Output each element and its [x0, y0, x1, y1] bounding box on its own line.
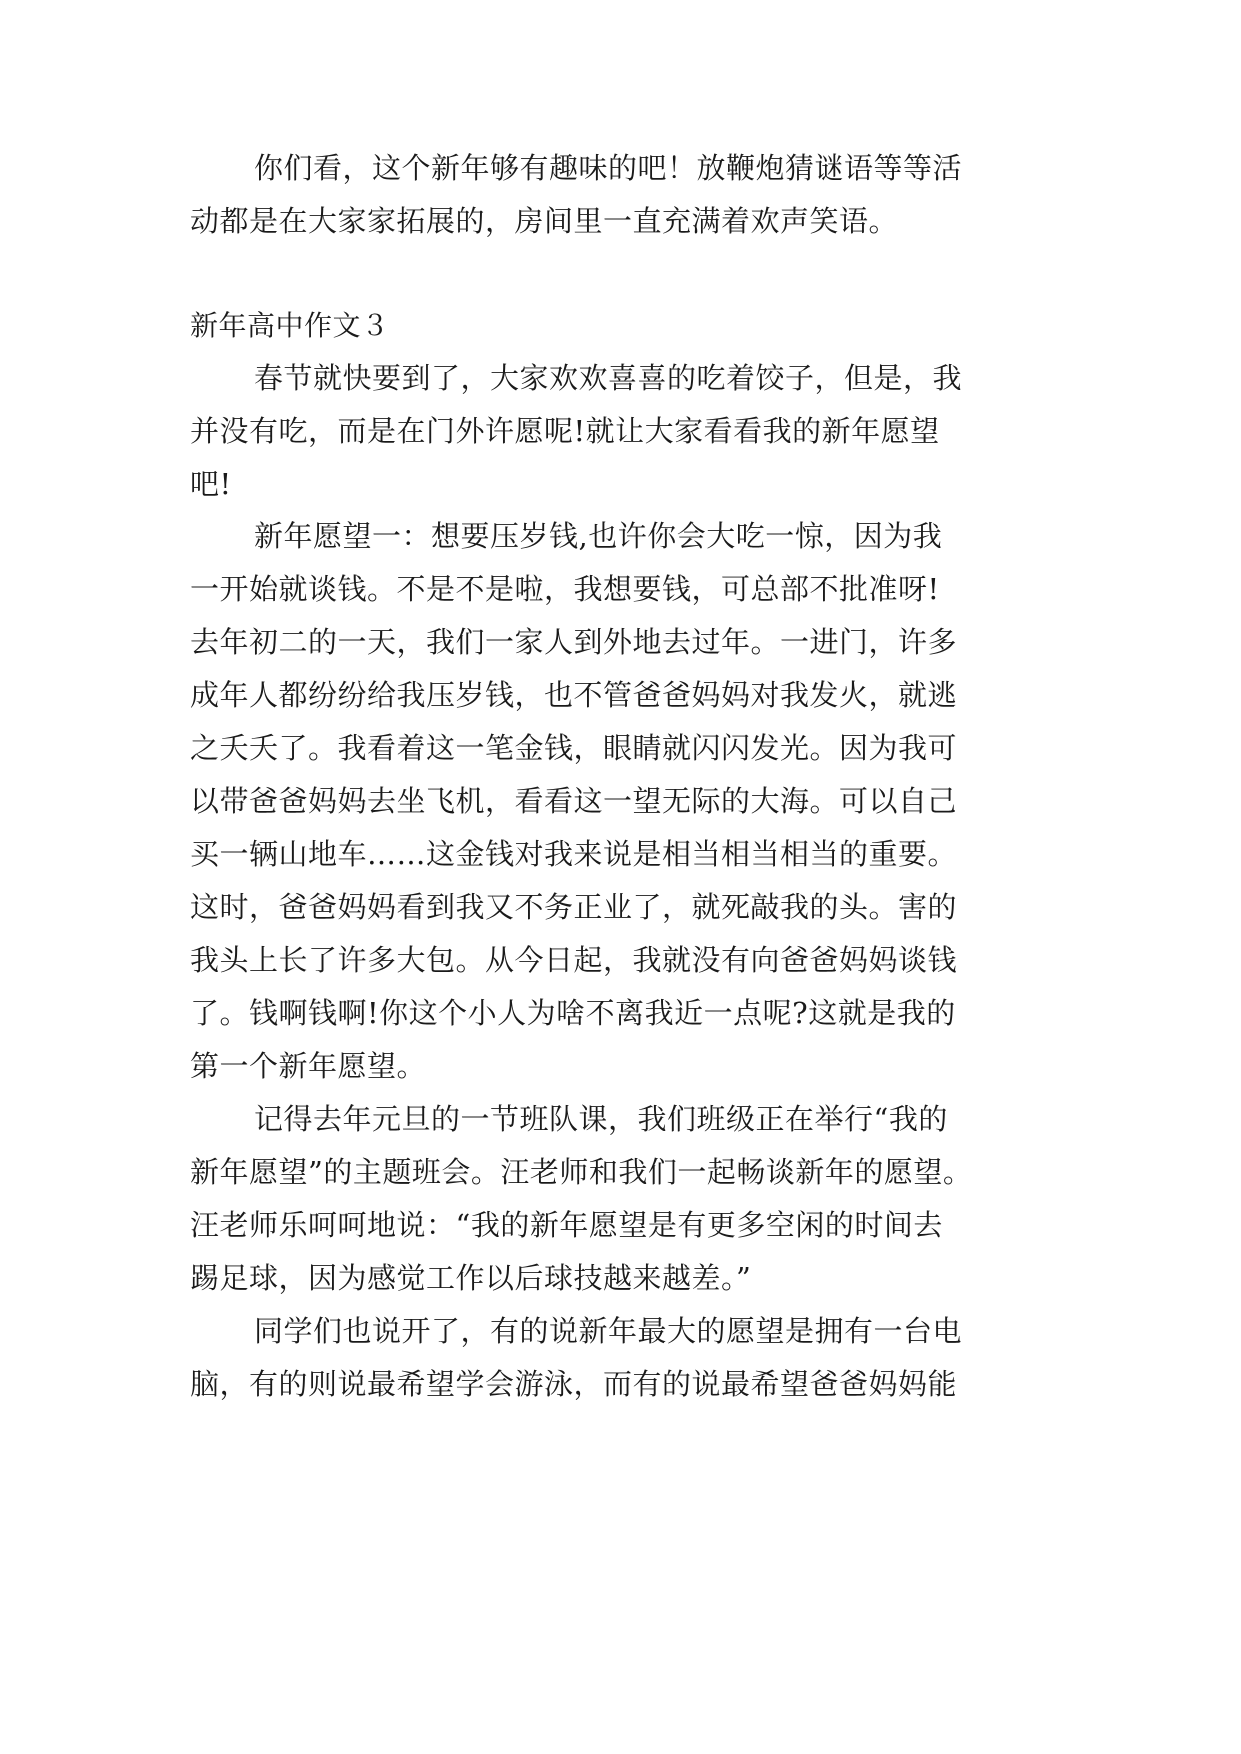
text-line: 成年人都纷纷给我压岁钱，也不管爸爸妈妈对我发火，就逃 [190, 678, 958, 712]
text-line: 这时，爸爸妈妈看到我又不务正业了，就死敲我的头。害的 [190, 890, 958, 924]
text-line: 去年初二的一天，我们一家人到外地去过年。一进门，许多 [190, 625, 958, 659]
text-line: 第一个新年愿望。 [190, 1049, 427, 1083]
text-line: 我头上长了许多大包。从今日起，我就没有向爸爸妈妈谈钱 [190, 943, 958, 977]
text-line: 新年愿望一：想要压岁钱,也许你会大吃一惊，因为我 [254, 519, 943, 553]
text-line: 之夭夭了。我看着这一笔金钱，眼睛就闪闪发光。因为我可 [190, 731, 958, 765]
text-line: 同学们也说开了，有的说新年最大的愿望是拥有一台电 [254, 1314, 963, 1348]
text-line: 动都是在大家家拓展的，房间里一直充满着欢声笑语。 [190, 204, 899, 238]
text-line: 踢足球，因为感觉工作以后球技越来越差。” [190, 1261, 752, 1295]
text-line: 脑，有的则说最希望学会游泳，而有的说最希望爸爸妈妈能 [190, 1367, 958, 1401]
text-line: 春节就快要到了，大家欢欢喜喜的吃着饺子，但是，我 [254, 361, 963, 395]
heading-text: 新年高中作文３ [190, 309, 390, 342]
text-line: 以带爸爸妈妈去坐飞机，看看这一望无际的大海。可以自己 [190, 784, 958, 818]
text-line: 记得去年元旦的一节班队课，我们班级正在举行“我的 [254, 1102, 948, 1136]
text-line: 一开始就谈钱。不是不是啦，我想要钱，可总部不批准呀! [190, 572, 940, 606]
text-line: 并没有吃，而是在门外许愿呢!就让大家看看我的新年愿望 [190, 414, 940, 448]
text-line: 汪老师乐呵呵地说：“我的新年愿望是有更多空闲的时间去 [190, 1208, 943, 1242]
text-line: 新年愿望”的主题班会。汪老师和我们一起畅谈新年的愿望。 [190, 1155, 973, 1189]
text-line: 你们看，这个新年够有趣味的吧！放鞭炮猜谜语等等活 [254, 151, 963, 185]
text-line: 了。钱啊钱啊!你这个小人为啥不离我近一点呢?这就是我的 [190, 996, 956, 1030]
text-line: 买一辆山地车……这金钱对我来说是相当相当相当的重要。 [190, 837, 958, 871]
text-line: 吧! [190, 467, 232, 501]
